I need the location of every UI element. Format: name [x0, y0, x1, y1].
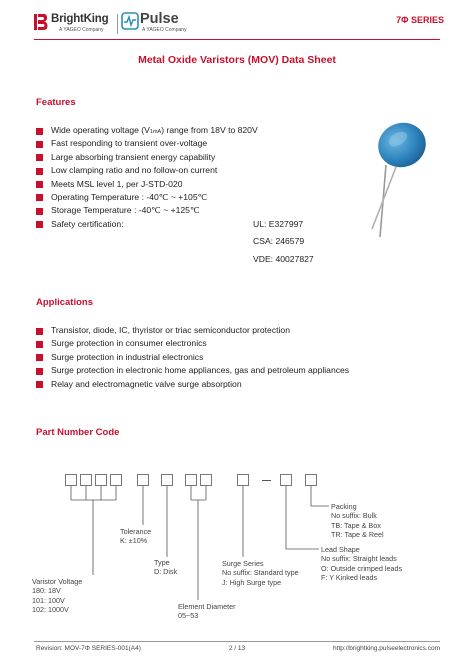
list-item: Storage Temperature : -40℃ ~ +125℃ — [36, 204, 258, 217]
brightking-name: BrightKing — [51, 13, 109, 25]
list-item: Transistor, diode, IC, thyristor or triac semiconductor protection — [36, 324, 349, 337]
footer-revision: Revision: MOV-7Φ SERIES-001(A4) — [36, 645, 141, 652]
list-item: Safety certification: — [36, 218, 258, 231]
cert-csa: CSA: 246579 — [253, 236, 305, 247]
list-item: Meets MSL level 1, per J-STD-020 — [36, 178, 258, 191]
footer-url-link[interactable]: http://brightking.pulseelectronics.com — [333, 645, 440, 652]
list-item: Surge protection in electronic home appliances, gas and petroleum appliances — [36, 364, 349, 377]
list-item: Surge protection in industrial electronics — [36, 351, 349, 364]
varistor-voltage-label: Varistor Voltage 180: 18V 101: 100V 102: 1000V — [32, 577, 83, 614]
features-heading: Features — [36, 97, 76, 108]
element-diameter-label: Element Diameter 05~53 — [178, 602, 236, 621]
list-item: Relay and electromagnetic valve surge absorption — [36, 378, 349, 391]
part-number-heading: Part Number Code — [36, 427, 120, 438]
lead-shape-label: Lead Shape No suffix: Straight leads O: Outside crimped leads F: Y Kinked leads — [321, 545, 403, 582]
cert-vde: VDE: 40027827 — [253, 253, 314, 264]
list-item: Large absorbing transient energy capability — [36, 151, 258, 164]
pulse-subtitle: A YAGEO Company — [142, 27, 187, 33]
list-item: Wide operating voltage (V1mA) range from 18V to 820V — [36, 124, 258, 137]
packing-label: Packing No suffix: Bulk TB: Tape & Box TR: Tape & Reel — [331, 502, 384, 539]
list-item: Low clamping ratio and no follow-on current — [36, 164, 258, 177]
footer-divider — [34, 641, 440, 642]
document-title: Metal Oxide Varistors (MOV) Data Sheet — [138, 54, 336, 66]
tolerance-label: Tolerance K: ±10% — [120, 527, 152, 546]
brightking-subtitle: A YAGEO Company — [59, 27, 104, 33]
list-item: Operating Temperature : -40℃ ~ +105℃ — [36, 191, 258, 204]
cert-ul: UL: E327997 — [253, 218, 304, 229]
surge-series-label: Surge Series No suffix: Standard type J: High Surge type — [222, 559, 299, 587]
pulse-name: Pulse — [140, 11, 179, 27]
series-label: 7Φ SERIES — [396, 15, 444, 25]
list-item: Fast responding to transient over-voltage — [36, 137, 258, 150]
type-label: Type D: Disk — [154, 558, 178, 577]
applications-heading: Applications — [36, 297, 94, 308]
list-item: Surge protection in consumer electronics — [36, 337, 349, 350]
footer-page-number: 2 / 13 — [228, 645, 246, 652]
